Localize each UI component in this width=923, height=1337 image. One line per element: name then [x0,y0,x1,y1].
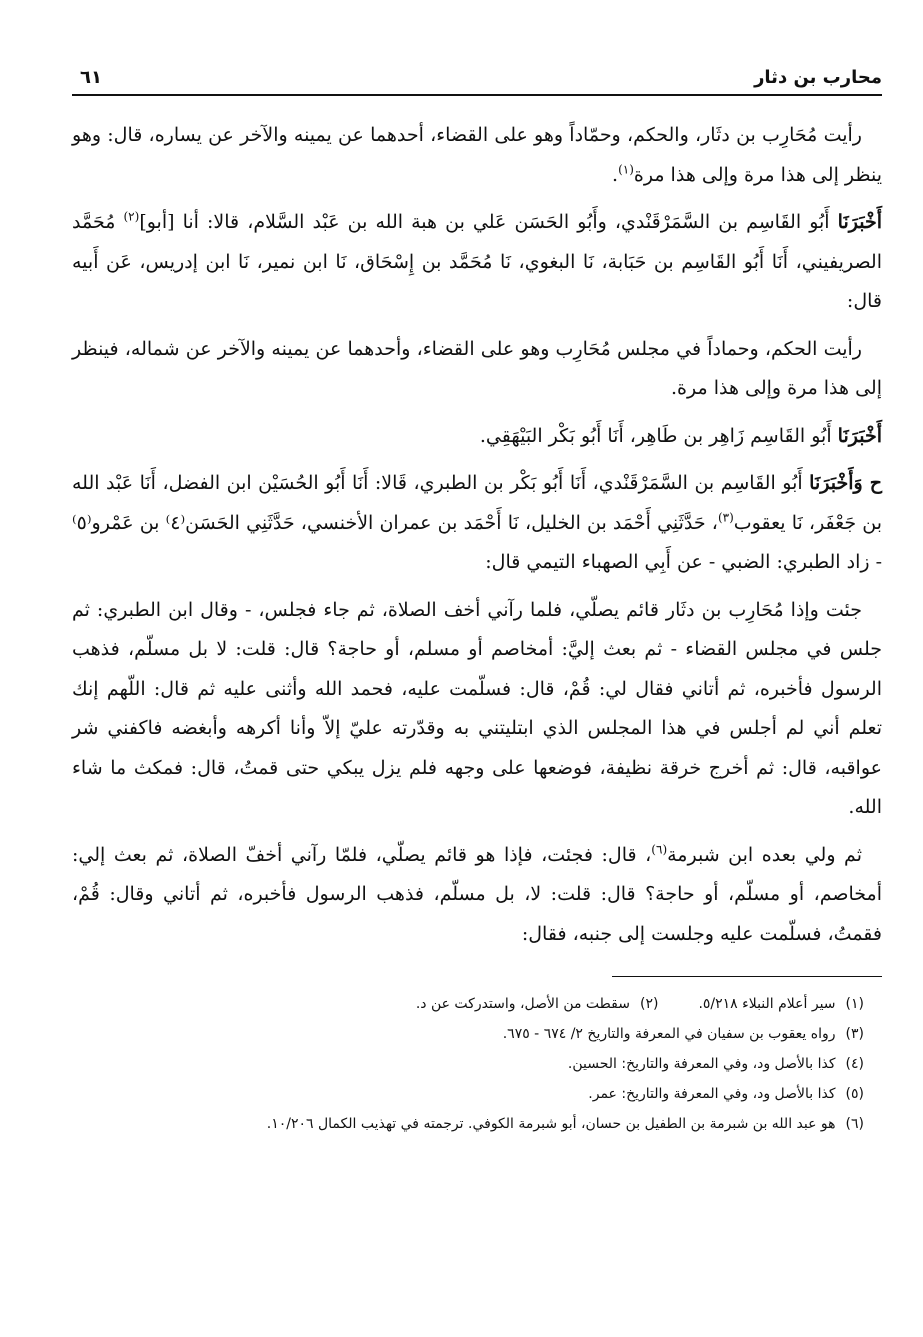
paragraph-text: رأيت الحكم، وحماداً في مجلس مُحَارِب وهو على القضاء، وأحدهما عن يمينه والآخر عن شماله، فينظر إلى هذا مرة وإلى هذا مرة. [72,337,882,399]
footnote-ref: (٣) [717,510,734,525]
footnote-row [72,989,864,1019]
paragraph-text: جئت وإذا مُحَارِب بن دثَار قائم يصلّي، فلما رآني أخف الصلاة، ثم جاء فجلس، - وقال ابن الطبري: ثم جلس في مجلس القضاء - ثم بعث إليَّ: أمخاصم أو مسلم، أو حاجة؟ قال: قلت: لا بل مسلّم، فذهب الرسول فأخبره، ثم أتاني فقال لي: قُمْ، قال: فسلّمت عليه، فحمد الله وأثنى عليه ثم قال: اللّهم إنك تعلم أني لم أجلس في هذا المجلس الذي ابتليتني به وقدّرته عليّ إلاّ وأنا أكرهه وأبغضه فاكفني شر عواقبه، قال: ثم أخرج خرقة نظيفة، فوضعها على وجهه فلم يزل يبكي حتى قمتُ، قال: فمكث ما شاء الله. [72,598,882,818]
footnotes [72,989,882,1139]
paragraph-tail: ، حَدَّثَنِي أَحْمَد بن الخليل، نَا أَحْمَد بن عمران الأخنسي، حَدَّثَنِي الحَسَن⁽٤⁾ بن عَمْرو⁽٥⁾ - زاد الطبري: الضبي - عن أَبِي الصهباء التيمي قال: [72,511,882,573]
footnote-ref: (٢) [123,209,140,224]
main-text [72,116,882,954]
footnote-text: هو عبد الله بن شبرمة بن الطفيل بن حسان، أبو شبرمة الكوفي. ترجمته في تهذيب الكمال ١٠/٢٠٦. [266,1116,836,1132]
footnote-mark: (٣) [845,1026,864,1042]
paragraph-text: ثم ولي بعده ابن شبرمة [667,843,862,866]
footnote-text: سير أعلام النبلاء ٥/٢١٨. [698,996,836,1012]
page-number: ٦١ [80,67,102,88]
footnote-mark: (١) [845,996,864,1012]
footnote-text: كذا بالأصل ود، وفي المعرفة والتاريخ: عمر. [588,1086,836,1102]
footnote-item [72,1109,864,1139]
lead-word: أَخْبَرَنَا [837,211,882,233]
footnote-text: سقطت من الأصل، واستدركت عن د. [415,996,630,1012]
paragraph [72,591,882,828]
footnote-text: رواه يعقوب بن سفيان في المعرفة والتاريخ ٢/ ٦٧٤ - ٦٧٥. [502,1026,836,1042]
page-header [72,40,882,96]
paragraph-tail: . [612,163,619,186]
paragraph-tail: مُحَمَّد الصريفيني، أَنَا أَبُو القَاسِم بن حَبَابة، نَا البغوي، نَا مُحَمَّد بن إِسْحَاق، نَا ابن نمير، نَا ابن إدريس، عَن أَبيه قال: [72,211,882,312]
footnote-item [72,1019,864,1049]
footnote-item [416,989,659,1019]
footnote-item [698,989,864,1019]
paragraph-text: رأيت مُحَارِب بن دثَار، والحكم، وحمّاداً وهو على القضاء، أحدهما عن يمينه والآخر عن يساره، قال: وهو ينظر إلى هذا مرة وإلى هذا مرة [72,124,882,186]
lead-word: ح وَأَخْبَرَنَا [809,472,882,494]
paragraph [72,116,882,195]
footnote-ref: (١) [618,162,634,177]
footnote-mark: (٤) [845,1056,864,1072]
book-page [72,40,882,1300]
footnote-divider [612,976,882,977]
paragraph [72,417,882,457]
paragraph [72,836,882,955]
paragraph-tail: ، قال: فجئت، فإذا هو قائم يصلّي، فلمّا رآني أخفّ الصلاة، ثم بعث إلي: أمخاصم، أو مسلّم، أو حاجة؟ قال: قلت: لا، بل مسلّم، فذهب الرسول فأخبره، ثم أتاني وقال: قُمْ، فقمتُ، فسلّمت عليه وجلست إلى جنبه، فقال: [72,843,882,945]
paragraph-text: أَبُو القَاسِم بن السَّمَرْقَنْدي، وأَبُو الحَسَن عَلي بن هبة الله بن عَبْد السَّلام، قالا: أنا [أبو] [139,211,830,233]
footnote-text: كذا بالأصل ود، وفي المعرفة والتاريخ: الحسين. [567,1056,836,1072]
footnote-item [72,1049,864,1079]
footnote-mark: (٥) [845,1086,864,1102]
running-title: محارب بن دثار [754,67,882,88]
footnote-mark: (٦) [845,1116,864,1132]
paragraph [72,203,882,322]
paragraph-text: أَبُو القَاسِم زَاهِر بن طَاهِر، أَنَا أَبُو بَكْر البَيْهَقِي. [479,424,832,447]
lead-word: أَخْبَرَنَا [837,424,882,447]
paragraph [72,330,882,409]
footnote-mark: (٢) [639,996,659,1012]
paragraph-text: أَبُو القَاسِم بن السَّمَرْقَنْدي، أَنَا أَبُو بَكْر بن الطبري، قَالا: أَنَا أَبُو الحُسَيْن ابن الفضل، أَنَا عَبْد الله بن جَعْفَر، نَا يعقوب [72,472,882,534]
paragraph [72,464,882,583]
footnote-ref: (٦) [651,842,668,857]
footnote-item [72,1079,864,1109]
